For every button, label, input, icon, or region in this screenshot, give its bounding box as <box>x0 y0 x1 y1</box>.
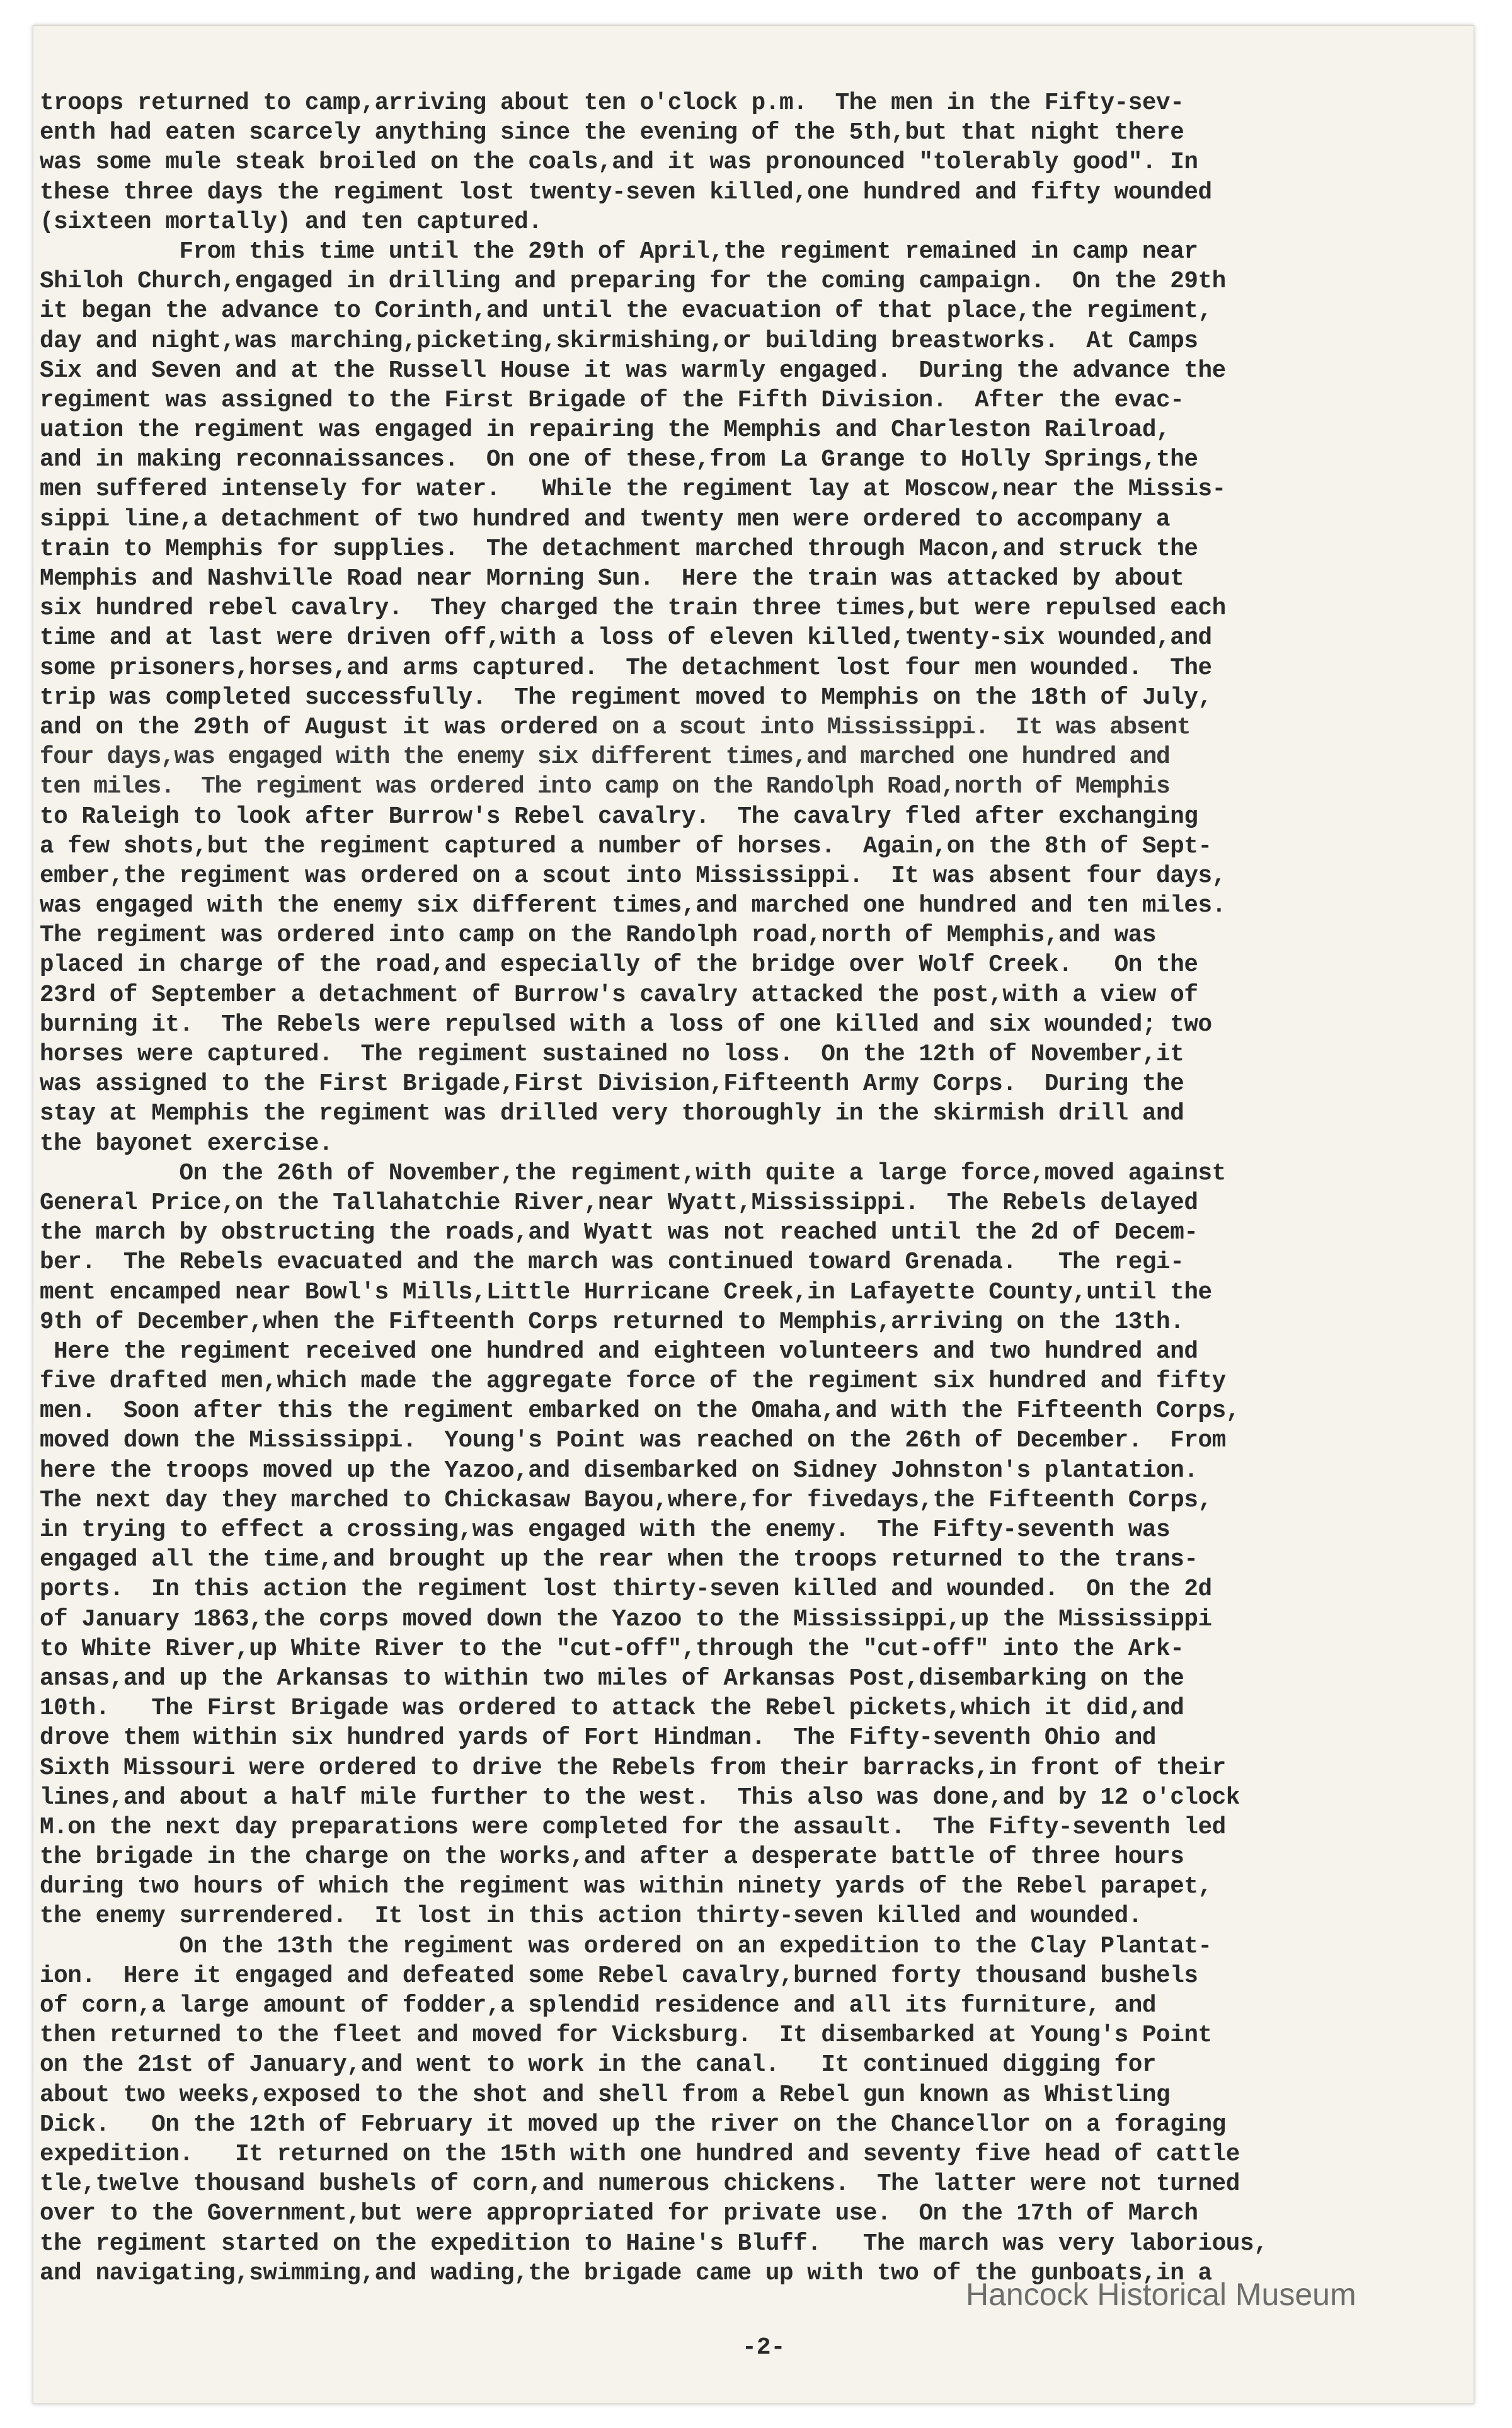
text-line: regiment was assigned to the First Brigade of the Fifth Division. After the evac- <box>40 387 1184 414</box>
text-line: the march by obstructing the roads,and Wyatt was not reached until the 2d of Decem- <box>40 1220 1198 1247</box>
text-line: ion. Here it engaged and defeated some Rebel cavalry,burned forty thousand bushels <box>40 1962 1198 1990</box>
text-line: day and night,was marching,picketing,skirmishing,or building breastworks. At Camps <box>40 328 1198 355</box>
text-line: ment encamped near Bowl's Mills,Little Hurricane Creek,in Lafayette County,until the <box>40 1279 1212 1306</box>
text-line: it began the advance to Corinth,and until the evacuation of that place,the regiment, <box>40 298 1212 325</box>
text-line: men suffered intensely for water. While the regiment lay at Moscow,near the Missis- <box>40 476 1226 503</box>
text-line: 9th of December,when the Fifteenth Corps returned to Memphis,arriving on the 13th. <box>40 1308 1184 1336</box>
text-line: Shiloh Church,engaged in drilling and preparing for the coming campaign. On the 29th <box>40 268 1226 295</box>
page-number: -2- <box>742 2334 786 2361</box>
text-line: of corn,a large amount of fodder,a splendid residence and all its furniture, and <box>40 1993 1157 2019</box>
text-line: M.on the next day preparations were completed for the assault. The Fifty-seventh led <box>40 1814 1226 1841</box>
text-line: trip was completed successfully. The regiment moved to Memphis on the 18th of July, <box>40 684 1212 711</box>
text-line: five drafted men,which made the aggregate force of the regiment six hundred and fifty <box>40 1368 1226 1395</box>
struck-line <box>40 713 1463 743</box>
text-line: a few shots,but the regiment captured a number of horses. Again,on the 8th of Sept- <box>40 833 1212 860</box>
text-line: about two weeks,exposed to the shot and shell from a Rebel gun known as Whistling <box>40 2082 1171 2109</box>
struck-line-prefix: and on the 29th of August it was ordered <box>40 714 612 741</box>
text-line: 10th. The First Brigade was ordered to attack the Rebel pickets,which it did,and <box>40 1695 1184 1722</box>
text-line: on the 21st of January,and went to work in the canal. It continued digging for <box>40 2052 1157 2079</box>
watermark: Hancock Historical Museum <box>966 2277 1356 2312</box>
text-line: here the troops moved up the Yazoo,and disembarked on Sidney Johnston's plantation. <box>40 1457 1198 1484</box>
text-line: 23rd of September a detachment of Burrow's cavalry attacked the post,with a view of <box>40 982 1198 1009</box>
text-line: lines,and about a half mile further to the west. This also was done,and by 12 o'clock <box>40 1784 1240 1811</box>
text-line: ember,the regiment was ordered on a scout into Mississippi. It was absent four days, <box>40 862 1226 890</box>
text-line: Memphis and Nashville Road near Morning Sun. Here the train was attacked by about <box>40 566 1184 592</box>
text-line: these three days the regiment lost twenty-seven killed,one hundred and fifty wounded <box>40 179 1212 206</box>
text-line: moved down the Mississippi. Young's Point was reached on the 26th of December. From <box>40 1428 1226 1455</box>
text-line: On the 26th of November,the regiment,with quite a large force,moved against <box>40 1160 1226 1187</box>
text-line: The next day they marched to Chickasaw Bayou,where,for fivedays,the Fifteenth Corps, <box>40 1487 1212 1514</box>
text-line: uation the regiment was engaged in repairing the Memphis and Charleston Railroad, <box>40 417 1171 444</box>
text-line: stay at Memphis the regiment was drilled very thoroughly in the skirmish drill and <box>40 1101 1184 1128</box>
text-line: General Price,on the Tallahatchie River,near Wyatt,Mississippi. The Rebels delayed <box>40 1189 1198 1217</box>
text-line: The regiment was ordered into camp on the Randolph road,north of Memphis,and was <box>40 922 1157 949</box>
text-line: of January 1863,the corps moved down the Yazoo to the Mississippi,up the Mississippi <box>40 1606 1212 1633</box>
text-line: (sixteen mortally) and ten captured. <box>40 209 542 236</box>
text-line: time and at last were driven off,with a loss of eleven killed,twenty-six wounded,and <box>40 625 1212 652</box>
text-line: drove them within six hundred yards of Fort Hindman. The Fifty-seventh Ohio and <box>40 1725 1157 1752</box>
text-line: was some mule steak broiled on the coals,and it was pronounced "tolerably good". In <box>40 149 1198 176</box>
text-line: men. Soon after this the regiment embarked on the Omaha,and with the Fifteenth Corps, <box>40 1398 1240 1425</box>
text-line: On the 13th the regiment was ordered on an expedition to the Clay Plantat- <box>40 1933 1212 1960</box>
text-line: ports. In this action the regiment lost thirty-seven killed and wounded. On the 2d <box>40 1576 1212 1603</box>
text-line: the bayonet exercise. <box>40 1130 333 1157</box>
text-line: Sixth Missouri were ordered to drive the Rebels from their barracks,in front of their <box>40 1755 1226 1782</box>
text-line: horses were captured. The regiment sustained no loss. On the 12th of November,it <box>40 1041 1184 1068</box>
text-line: burning it. The Rebels were repulsed with a loss of one killed and six wounded; two <box>40 1011 1212 1038</box>
struck-out-text: ten miles. The regiment was ordered into camp on the Randolph Road,north of Memphis <box>40 774 1170 801</box>
text-line: the regiment started on the expedition to Haine's Bluff. The march was very laborious, <box>40 2230 1268 2257</box>
text-line: Here the regiment received one hundred and eighteen volunteers and two hundred and <box>40 1338 1198 1365</box>
text-line: six hundred rebel cavalry. They charged the train three times,but were repulsed each <box>40 595 1226 622</box>
text-line: From this time until the 29th of April,the regiment remained in camp near <box>40 238 1198 265</box>
text-line: was engaged with the enemy six different times,and marched one hundred and ten miles. <box>40 893 1226 920</box>
text-line: to White River,up White River to the "cut-off",through the "cut-off" into the Ark- <box>40 1635 1184 1663</box>
text-line: during two hours of which the regiment was within ninety yards of the Rebel parapet, <box>40 1874 1212 1901</box>
text-line: sippi line,a detachment of two hundred and twenty men were ordered to accompany a <box>40 506 1171 533</box>
text-line: ansas,and up the Arkansas to within two miles of Arkansas Post,disembarking on the <box>40 1665 1184 1692</box>
text-line: the brigade in the charge on the works,and after a desperate battle of three hours <box>40 1844 1184 1871</box>
text-line: was assigned to the First Brigade,First Division,Fifteenth Army Corps. During the <box>40 1071 1184 1098</box>
text-line: some prisoners,horses,and arms captured. The detachment lost four men wounded. The <box>40 655 1212 682</box>
text-line: to Raleigh to look after Burrow's Rebel cavalry. The cavalry fled after exchanging <box>40 803 1198 830</box>
text-line: ber. The Rebels evacuated and the march was continued toward Grenada. The regi- <box>40 1249 1184 1276</box>
document-page <box>33 25 1474 2404</box>
text-line: Dick. On the 12th of February it moved up the river on the Chancellor on a foraging <box>40 2111 1226 2138</box>
text-line: troops returned to camp,arriving about ten o'clock p.m. The men in the Fifty-sev- <box>40 90 1184 117</box>
text-line: expedition. It returned on the 15th with one hundred and seventy five head of cattle <box>40 2141 1240 2168</box>
text-line: and navigating,swimming,and wading,the brigade came up with two of the gunboats,in a <box>40 2260 1212 2287</box>
text-line: over to the Government,but were appropriated for private use. On the 17th of March <box>40 2201 1198 2228</box>
text-line: engaged all the time,and brought up the rear when the troops returned to the trans- <box>40 1547 1198 1574</box>
text-line: in trying to effect a crossing,was engaged with the enemy. The Fifty-seventh was <box>40 1517 1171 1543</box>
text-line: Six and Seven and at the Russell House it was warmly engaged. During the advance the <box>40 357 1226 384</box>
text-line: then returned to the fleet and moved for Vicksburg. It disembarked at Young's Point <box>40 2022 1212 2049</box>
text-line: the enemy surrendered. It lost in this action thirty-seven killed and wounded. <box>40 1903 1142 1930</box>
text-line: placed in charge of the road,and especially of the bridge over Wolf Creek. On the <box>40 952 1198 979</box>
text-line: tle,twelve thousand bushels of corn,and numerous chickens. The latter were not turned <box>40 2171 1240 2198</box>
struck-out-text: on a scout into Mississippi. It was absent <box>612 714 1191 741</box>
body-text <box>40 89 1463 2289</box>
struck-out-text: four days,was engaged with the enemy six different times,and marched one hundred and <box>40 744 1170 771</box>
text-line: enth had eaten scarcely anything since the evening of the 5th,but that night there <box>40 120 1184 147</box>
text-line: train to Memphis for supplies. The detachment marched through Macon,and struck the <box>40 535 1198 563</box>
text-line: and in making reconnaissances. On one of these,from La Grange to Holly Springs,the <box>40 447 1198 474</box>
